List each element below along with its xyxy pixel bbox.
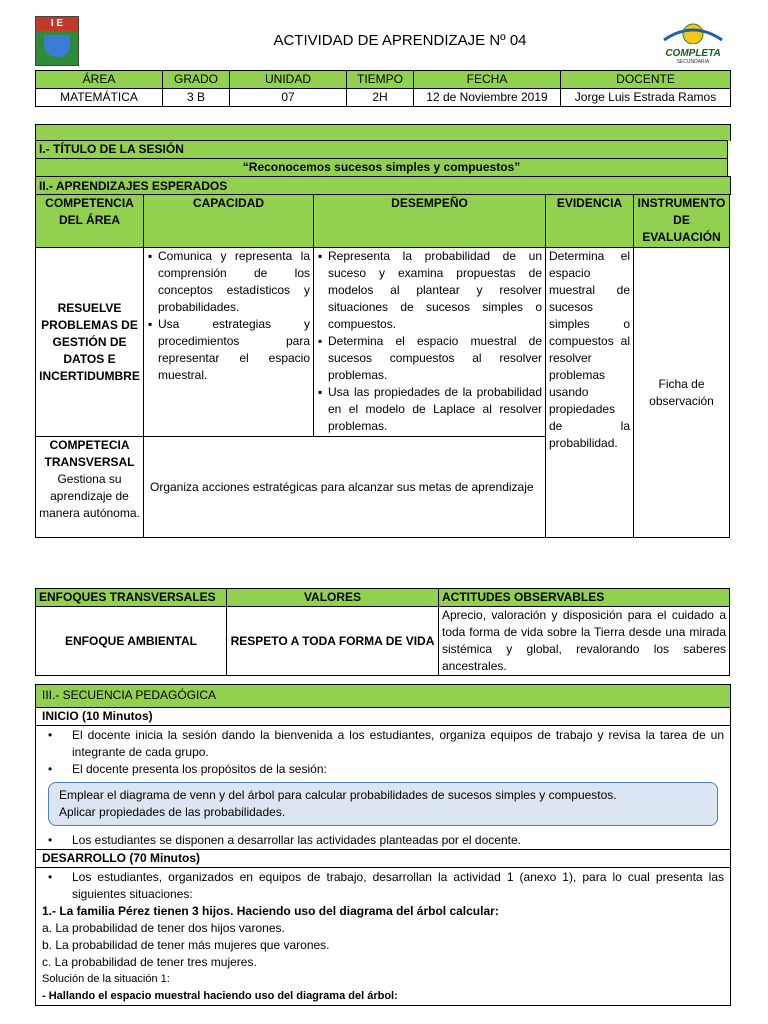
inicio-body: [35, 726, 731, 850]
instrumento-cell: Ficha de observación: [634, 248, 730, 538]
header-unidad: UNIDAD: [230, 71, 347, 89]
problem-item: a. La probabilidad de tener dos hijos varones.: [42, 921, 285, 935]
col-desempeno: DESEMPEÑO: [314, 195, 546, 248]
session-header-band: [35, 124, 731, 141]
header-docente: DOCENTE: [561, 71, 731, 89]
transversal-cell: [36, 437, 144, 538]
info-table: [35, 70, 731, 107]
inicio-item: • El docente inicia la sesión dando la bienvenida a los estudiantes, organiza equipos de trabajo y revisa la tarea de un integrante de cada grupo.: [72, 727, 724, 761]
col-capacidad: CAPACIDAD: [144, 195, 314, 248]
enfoques-row: [36, 607, 730, 676]
transversal-text: Organiza acciones estratégicas para alcanzar sus metas de aprendizaje: [144, 437, 546, 538]
col-evidencia: EVIDENCIA: [546, 195, 634, 248]
col-competencia: COMPETENCIA DEL ÁREA: [36, 195, 144, 248]
value-fecha: 12 de Noviembre 2019: [414, 89, 561, 107]
inicio-item: • Los estudiantes se disponen a desarrollar las actividades planteadas por el docente.: [72, 832, 724, 849]
capacidad-item: ▪ Usa estrategias y procedimientos para representar el espacio muestral.: [158, 316, 310, 384]
expected-label: II.- APRENDIZAJES ESPERADOS: [35, 176, 731, 195]
completa-logo-text: COMPLETA: [665, 48, 721, 59]
desempeno-cell: [314, 248, 546, 437]
school-logo-text: I E: [36, 17, 78, 31]
enfoques-header-row: [36, 589, 730, 607]
valor-value: RESPETO A TODA FORMA DE VIDA: [227, 607, 439, 676]
value-grado: 3 B: [163, 89, 230, 107]
secuencia-title-text: III.- SECUENCIA PEDAGÓGICA: [42, 688, 217, 702]
problem-item: b. La probabilidad de tener más mujeres que varones.: [42, 938, 330, 952]
header-area: ÁREA: [36, 71, 163, 89]
desempeno-item: ▪ Usa las propiedades de la probabilidad en el modelo de Laplace al resolver problemas.: [328, 384, 542, 435]
learning-header-row: [36, 195, 730, 248]
competencia-cell: RESUELVE PROBLEMAS DE GESTIÓN DE DATOS E INCERTIDUMBRE: [36, 248, 144, 437]
secuencia-title: [35, 684, 731, 708]
desarrollo-item: • Los estudiantes, organizados en equipos de trabajo, desarrollan la actividad 1 (anexo 1), para lo cual presenta las siguientes situaciones:: [72, 869, 724, 903]
solution-label: Solución de la situación 1:: [42, 973, 170, 985]
problem-item: c. La probabilidad de tener tres mujeres.: [42, 955, 257, 969]
purpose-box: [48, 782, 718, 826]
value-unidad: 07: [230, 89, 347, 107]
inicio-title: INICIO (10 Minutos): [35, 708, 731, 726]
session-title-label: I.- TÍTULO DE LA SESIÓN: [35, 140, 728, 159]
inicio-item: • El docente presenta los propósitos de la sesión:: [72, 761, 724, 778]
value-docente: Jorge Luis Estrada Ramos: [561, 89, 731, 107]
enfoques-header: ENFOQUES TRANSVERSALES: [36, 589, 227, 607]
desarrollo-title: DESARROLLO (70 Minutos): [35, 850, 731, 868]
actitudes-header: ACTITUDES OBSERVABLES: [439, 589, 730, 607]
actitud-value: Aprecio, valoración y disposición para el cuidado a toda forma de vida sobre la Tierra desde una mirada sistémica y global, revalorando los saberes ancestrales.: [439, 607, 730, 676]
header-tiempo: TIEMPO: [347, 71, 414, 89]
desarrollo-body: [35, 868, 731, 1006]
desempeno-item: ▪ Representa la probabilidad de un suceso y examina propuestas de modelos al plantear y resolver situaciones de sucesos simples o compuestos.: [328, 248, 542, 333]
completa-logo-sub: SECUNDARIA: [676, 59, 710, 65]
secuencia-section: [35, 684, 731, 1006]
transversal-title: COMPETECIA TRANSVERSAL: [44, 438, 135, 469]
capacidad-cell: [144, 248, 314, 437]
completa-logo: [654, 20, 732, 65]
col-instrumento: INSTRUMENTO DE EVALUACIÓN: [634, 195, 730, 248]
solution-step: - Hallando el espacio muestral haciendo uso del diagrama del árbol:: [42, 990, 398, 1002]
value-area: MATEMÁTICA: [36, 89, 163, 107]
valores-header: VALORES: [227, 589, 439, 607]
purpose-line: Emplear el diagrama de venn y del árbol para calcular probabilidades de sucesos simples y compuestos.: [59, 788, 617, 802]
session-title-value: “Reconocemos sucesos simples y compuestos”: [35, 158, 728, 177]
info-value-row: [36, 89, 731, 107]
header-fecha: FECHA: [414, 71, 561, 89]
header-grado: GRADO: [163, 71, 230, 89]
enfoques-table: [35, 588, 730, 676]
problem-title: 1.- La familia Pérez tienen 3 hijos. Haciendo uso del diagrama del árbol calcular:: [42, 904, 499, 918]
info-header-row: [36, 71, 731, 89]
desempeno-item: ▪ Determina el espacio muestral de sucesos compuestos al resolver problemas.: [328, 333, 542, 384]
evidencia-cell: Determina el espacio muestral de sucesos simples o compuestos al resolver problemas usando propiedades de la probabilidad.: [546, 248, 634, 538]
learning-row-competencia: [36, 248, 730, 437]
page-title: ACTIVIDAD DE APRENDIZAJE Nº 04: [273, 32, 527, 49]
school-logo: [35, 16, 79, 66]
value-tiempo: 2H: [347, 89, 414, 107]
transversal-desc: Gestiona su aprendizaje de manera autónoma.: [39, 472, 140, 520]
enfoque-value: ENFOQUE AMBIENTAL: [36, 607, 227, 676]
learning-table: [35, 194, 730, 538]
capacidad-item: ▪ Comunica y representa la comprensión de los conceptos estadísticos y probabilidades.: [158, 248, 310, 316]
purpose-line: Aplicar propiedades de las probabilidades.: [59, 805, 286, 819]
